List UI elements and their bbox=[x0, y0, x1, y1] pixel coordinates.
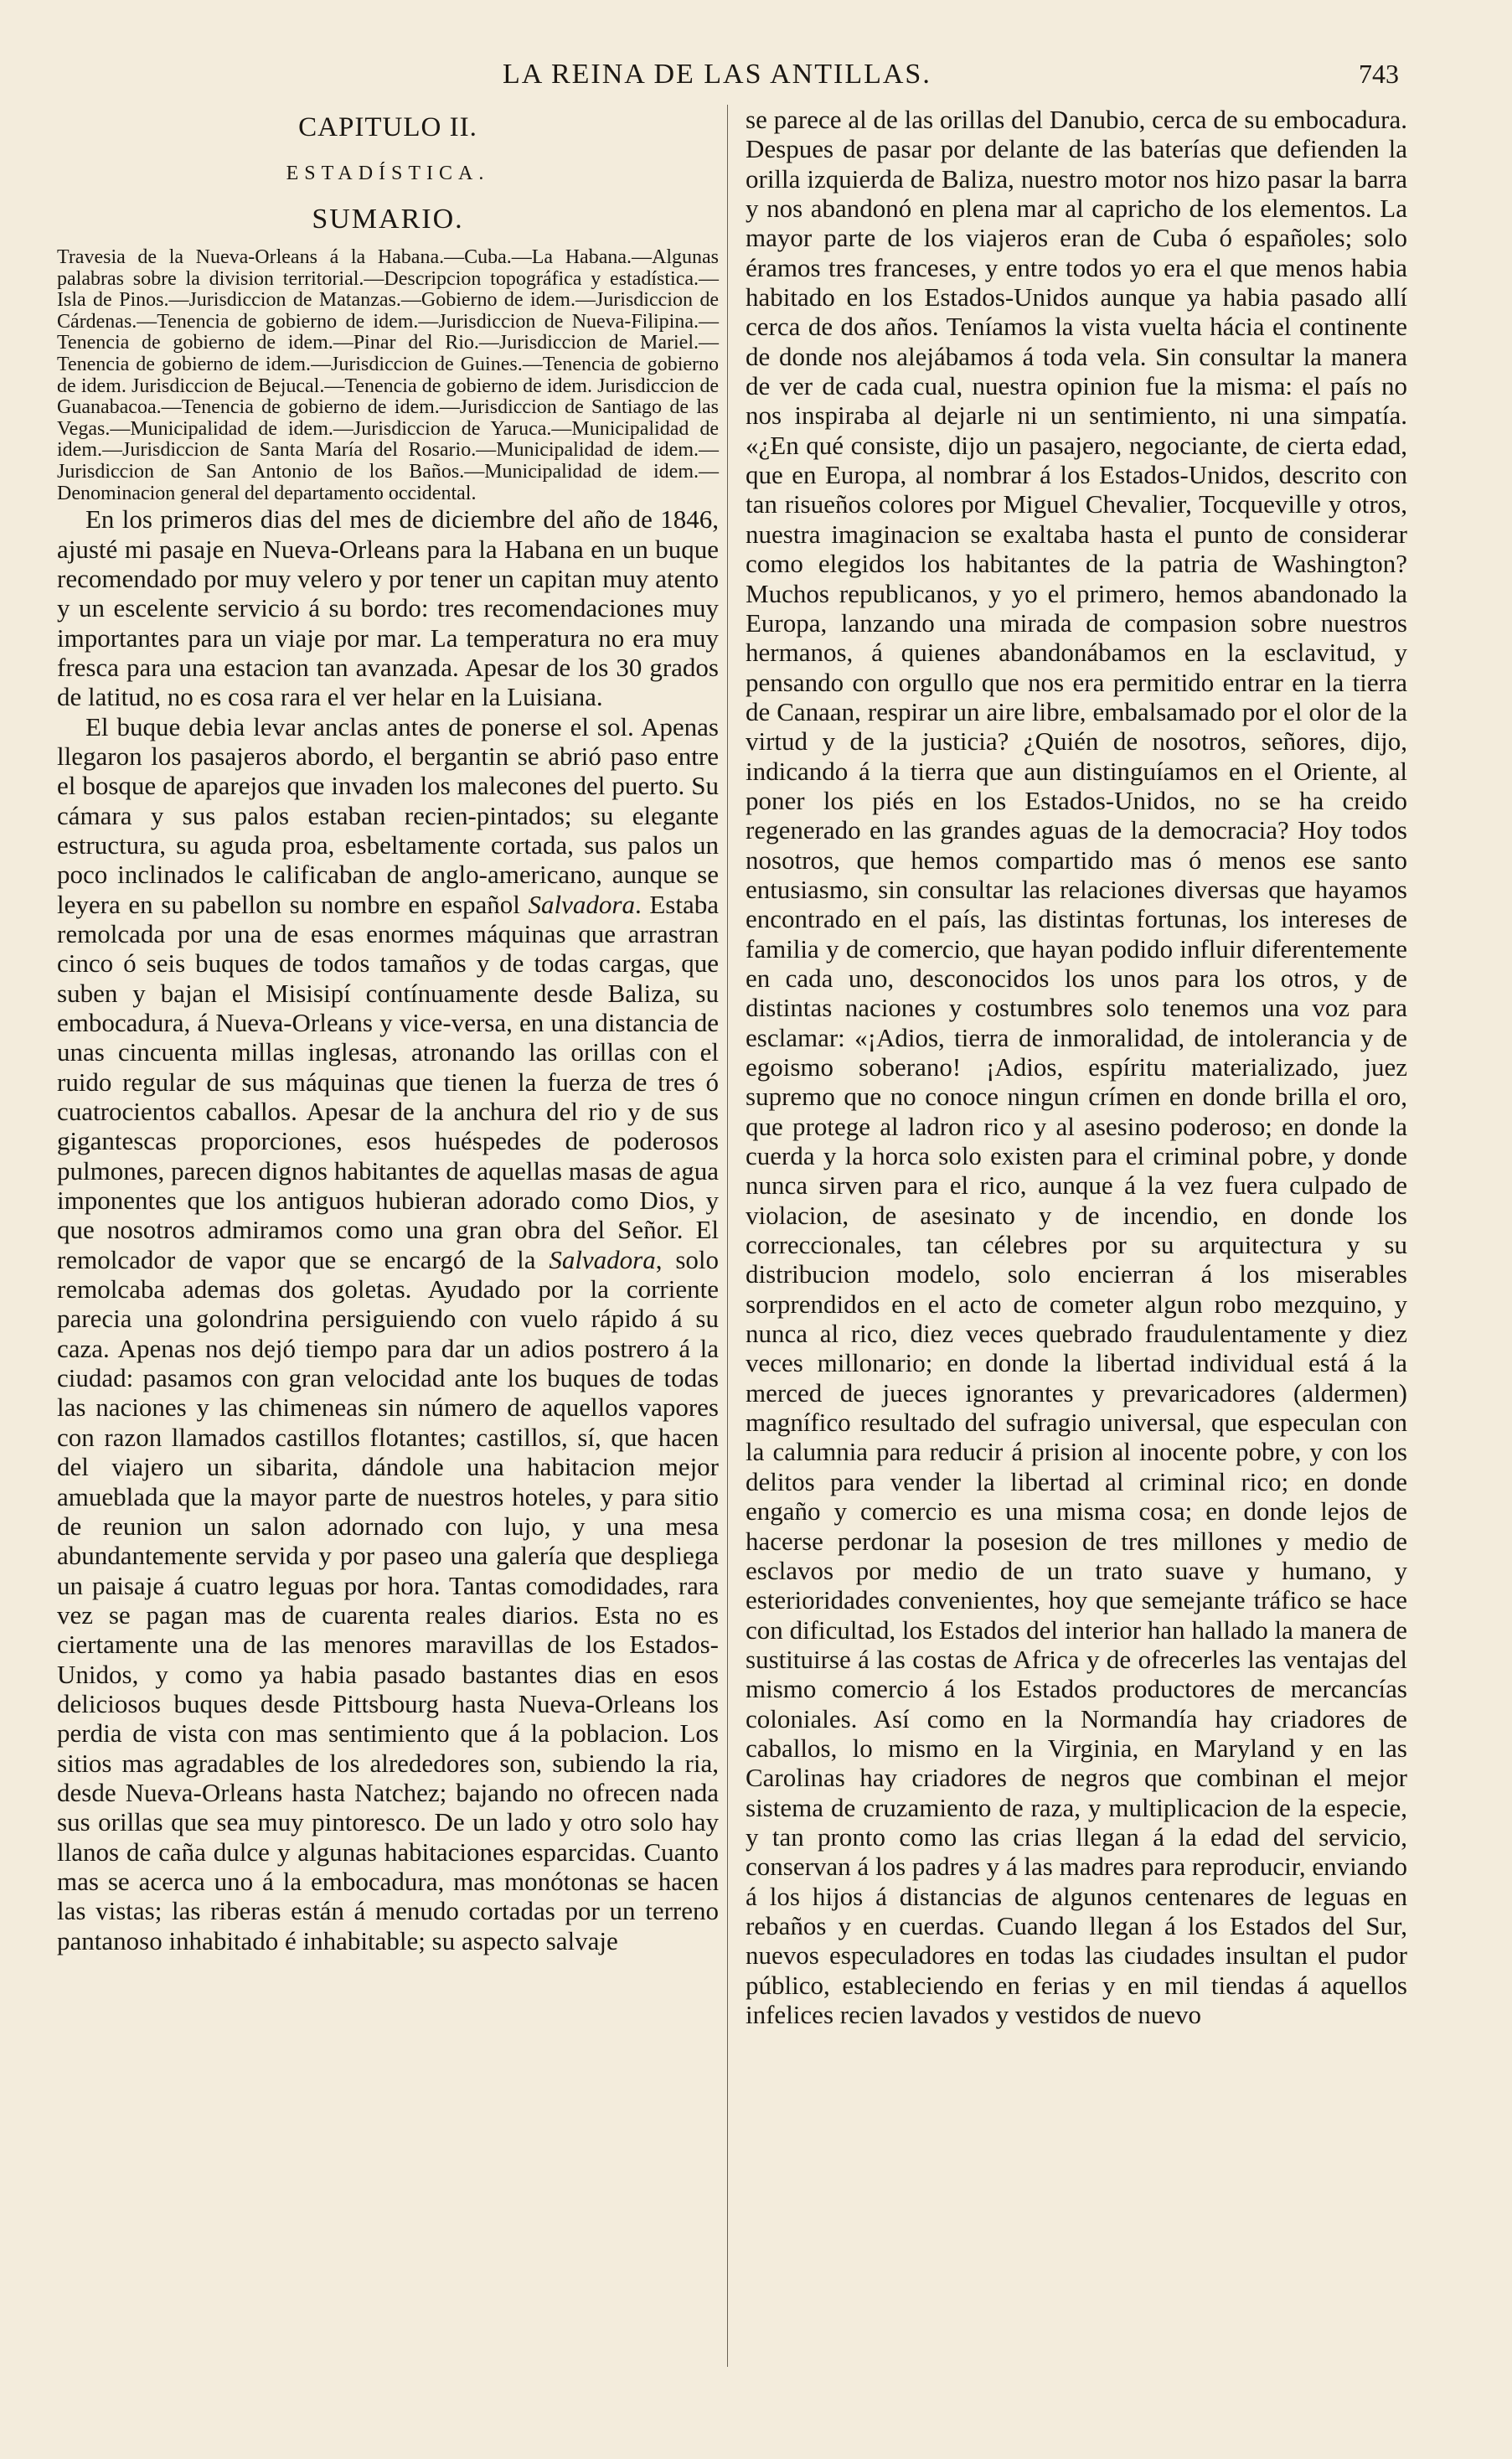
running-title: LA REINA DE LAS ANTILLAS. bbox=[503, 59, 931, 90]
paragraph-2-part-c: , solo remolcaba ademas dos goletas. Ayudado por la corriente parecia una golondrina persiguiendo con vuelo rápido á su caza. Apenas nos dejó tiempo para dar un adios postrero á la ciudad: pasamos con gran velocidad ante los buques de todas las naciones y las chimeneas sin número de aquellos vapores con razon llamados castillos flotantes; castillos, sí, que hacen del viajero un sibarita, dándole una habitacion mejor amueblada que la mayor parte de nuestros hoteles, y para sitio de reunion un salon adornado con lujo, y una mesa abundantemente servida y por paseo una galería que despliega un paisaje á cuatro leguas por hora. Tantas comodidades, rara vez se pagan mas de cuarenta reales diarios. Esta no es ciertamente una de las menores maravillas de los Estados-Unidos, y como ya habia pasado bastantes dias en esos deliciosos buques desde Pittsbourg hasta Nueva-Orleans los perdia de vista con mas sentimiento que á la poblacion. Los sitios mas agradables de los alrededores son, subiendo la ria, desde Nueva-Orleans hasta Natchez; bajando no ofrecen nada sus orillas que sea muy pintoresco. De un lado y otro solo hay llanos de caña dulce y algunas habitaciones esparcidas. Cuanto mas se acerca uno á la embocadura, mas monótonas se hacen las vistas; las riberas están á menudo cortadas por un terreno pantanoso inhabitado é inhabitable; su aspecto salvaje bbox=[57, 1244, 719, 1955]
left-column bbox=[57, 105, 719, 1955]
right-column bbox=[746, 105, 1407, 2029]
summary-heading: SUMARIO. bbox=[312, 203, 464, 235]
chapter-title: CAPITULO II. bbox=[298, 112, 477, 142]
page-number: 743 bbox=[1359, 59, 1399, 89]
paragraph-1: En los primeros dias del mes de diciembre del año de 1846, ajusté mi pasaje en Nueva-Orleans para la Habana en un buque recomendado por muy velero y por tener un capitan muy atento y un escelente servicio á su bordo: tres recomendaciones muy importantes para un viaje por mar. La temperatura no era muy fresca para una estacion tan avanzada. Apesar de los 30 grados de latitud, no es cosa rara el ver helar en la Luisiana. bbox=[57, 504, 719, 712]
chapter-subtitle: ESTADÍSTICA. bbox=[286, 163, 490, 185]
right-column-text: se parece al de las orillas del Danubio, cerca de su embocadura. Despues de pasar por delante de las baterías que defienden la orilla izquierda de Baliza, nuestro motor nos hizo pasar la barra y nos abandonó en plena mar al capricho de los elementos. La mayor parte de los viajeros eran de Cuba ó españoles; solo éramos tres franceses, y entre todos yo era el que menos habia habitado en los Estados-Unidos aunque ya habia pasado allí cerca de dos años. Teníamos la vista vuelta hácia el continente de donde nos alejábamos á toda vela. Sin consultar la manera de ver de cada cual, nuestra opinion fue la misma: el país no nos inspiraba al dejarle ni un sentimiento, ni una simpatía. «¿En qué consiste, dijo un pasajero, negociante, de cierta edad, que en Europa, al nombrar á los Estados-Unidos, descrito con tan risueños colores por Miguel Chevalier, Tocqueville y otros, nuestra imaginacion se exaltaba hasta el punto de considerar como elegidos los habitantes de la patria de Washington? Muchos republicanos, y yo el primero, hemos abandonado la Europa, lanzando una mirada de compasion sobre nuestros hermanos, á quienes abandonábamos en la esclavitud, y pensando con orgullo que nos era permitido entrar en la tierra de Canaan, respirar un aire libre, embalsamado por el olor de la virtud y de la justicia? ¿Quién de nosotros, señores, dijo, indicando á la tierra que aun distinguíamos en el Oriente, al poner los piés en los Estados-Unidos, no se ha creido regenerado en las grandes aguas de la democracia? Hoy todos nosotros, que hemos compartido mas ó menos ese santo entusiasmo, sin consultar las relaciones diversas que hayamos encontrado en el país, las distintas fortunas, los intereses de familia y de comercio, que hayan podido influir diferentemente en cada uno, desconocidos los unos para los otros, y de distintas naciones y costumbres solo tenemos una voz para esclamar: «¡Adios, tierra de inmoralidad, de intolerancia y de egoismo soberano! ¡Adios, espíritu materializado, juez supremo que no conoce ningun crímen en donde brilla el oro, que protege al ladron rico y al asesino poderoso; en donde la cuerda y la horca solo existen para el criminal pobre, y donde nunca sirven para el rico, aunque á la vez fuera culpado de violacion, de asesinato y de incendio, en donde los correccionales, tan célebres por su arquitectura y su distribucion modelo, solo encierran á los miserables sorprendidos en el acto de cometer algun robo mezquino, y nunca al rico, diez veces quebrado fraudulentamente y diez veces millonario; en donde la libertad individual está á la merced de jueces ignorantes y prevaricadores (aldermen) magnífico resultado del sufragio universal, que especulan con la calumnia para reducir á prision al inocente pobre, y con los delitos para vender la libertad al criminal rico; en donde engaño y comercio es una misma cosa; en donde lejos de hacerse perdonar la posesion de tres millones y medio de esclavos por medio de un trato suave y humano, y esterioridades convenientes, hoy que semejante tráfico se hace con dificultad, los Estados del interior han hallado la manera de sustituirse á las costas de Africa y de ofrecerles las ventajas del mismo comercio á los Estados productores de mercancías coloniales. Así como en la Normandía hay criadores de caballos, lo mismo en la Virginia, en Maryland y en las Carolinas hay criadores de negros que combinan el mejor sistema de cruzamiento de raza, y multiplicacion de la especie, y tan pronto como las crias llegan á la edad del servicio, conservan á los padres y á las madres para reproducir, enviando á los hijos á distancias de algunos centenares de leguas en rebaños y en cuerdas. Cuando llegan á los Estados del Sur, nuevos especuladores en todas las ciudades insultan el pudor público, estableciendo en ferias y en mil tiendas á aquellos infelices recien lavados y vestidos de nuevo bbox=[746, 105, 1407, 2029]
ship-name: Salvadora bbox=[528, 889, 635, 919]
paragraph-2-part-a: El buque debia levar anclas antes de ponerse el sol. Apenas llegaron los pasajeros abordo, el bergantin se abrió paso entre el bosque de aparejos que invaden los malecones del puerto. Su cámara y sus palos estaban recien-pintados; su elegante estructura, su aguda proa, esbeltamente cortada, sus palos un poco inclinados le calificaban de anglo-americano, aunque se leyera en su pabellon su nombre en español bbox=[57, 711, 719, 919]
ship-name-2: Salvadora bbox=[549, 1244, 656, 1274]
column-divider bbox=[727, 105, 728, 2367]
running-header bbox=[0, 59, 1512, 96]
summary-text: Travesia de la Nueva-Orleans á la Habana.—Cuba.—La Habana.—Algunas palabras sobre la division territorial.—Descripcion topográfica y estadística.—Isla de Pinos.—Jurisdiccion de Matanzas.—Gobierno de idem.—Jurisdiccion de Cárdenas.—Tenencia de gobierno de idem.—Jurisdiccion de Nueva-Filipina.—Tenencia de gobierno de idem.—Pinar del Rio.—Jurisdiccion de Mariel.—Tenencia de gobierno de idem.—Jurisdiccion de Guines.—Tenencia de gobierno de idem. Jurisdiccion de Bejucal.—Tenencia de gobierno de idem. Jurisdiccion de Guanabacoa.—Tenencia de gobierno de idem.—Jurisdiccion de Santiago de las Vegas.—Municipalidad de idem.—Jurisdiccion de Yaruca.—Municipalidad de idem.—Jurisdiccion de Santa María del Rosario.—Municipalidad de idem.—Jurisdiccion de San Antonio de los Baños.—Municipalidad de idem.—Denominacion general del departamento occidental. bbox=[57, 246, 719, 504]
paragraph-2-part-b: . Estaba remolcada por una de esas enormes máquinas que arrastran cinco ó seis buques de todos tamaños y de todas cargas, que suben y bajan el Misisipí contínuamente desde Baliza, su embocadura, á Nueva-Orleans y vice-versa, en una distancia de unas cincuenta millas inglesas, atronando las orillas con el ruido regular de sus máquinas que tienen la fuerza de tres ó cuatrocientos caballos. Apesar de la anchura del rio y de sus gigantescas proporciones, esos huéspedes de poderosos pulmones, parecen dignos habitantes de aquellas masas de agua imponentes que los antiguos hubieran adorado como Dios, y que nosotros admiramos como una gran obra del Señor. El remolcador de vapor que se encargó de la bbox=[57, 889, 719, 1274]
paragraph-2 bbox=[57, 712, 719, 1955]
